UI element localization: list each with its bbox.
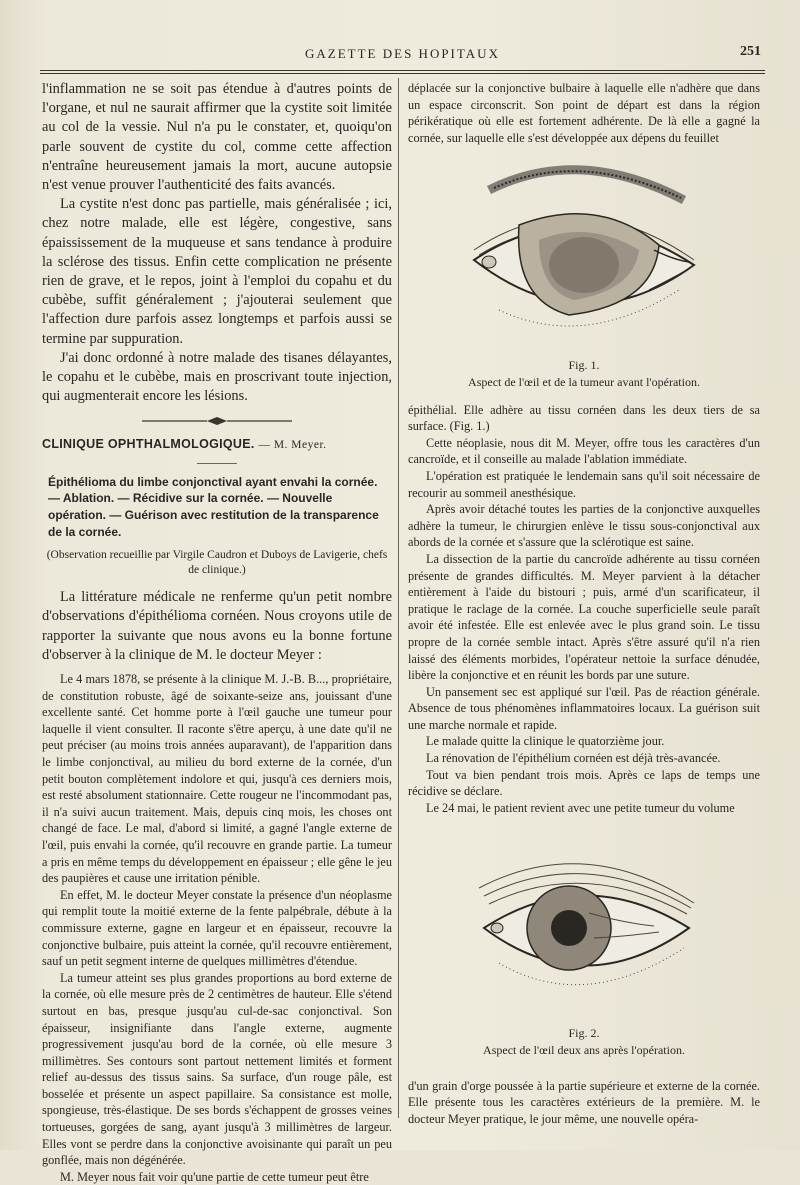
eye-tumor-illustration bbox=[459, 150, 709, 350]
section-author: — M. Meyer. bbox=[258, 439, 327, 452]
short-rule bbox=[197, 463, 237, 464]
eye-healed-illustration bbox=[459, 828, 709, 1018]
figure-2-label: Fig. 2. bbox=[568, 1025, 600, 1040]
paragraph: épithélial. Elle adhère au tissu cornéen dans les deux tiers de sa surface. (Fig. 1.) bbox=[408, 402, 760, 434]
paragraph: M. Meyer nous fait voir qu'une partie de cette tumeur peut être bbox=[60, 1169, 369, 1184]
paragraph: Un pansement sec est appliqué sur l'œil. Pas de réaction générale. Absence de tous phénomènes inflammatoires locaux. La guérison suit une marche normale et rapide. bbox=[408, 684, 760, 732]
paragraph: Cette néoplasie, nous dit M. Meyer, offre tous les caractères d'un cancroïde, et il conseille au malade l'ablation immédiate. bbox=[408, 435, 760, 467]
ornamental-rule bbox=[42, 414, 392, 428]
running-title: GAZETTE DES HOPITAUX bbox=[305, 46, 500, 61]
case-title: Épithélioma du limbe conjonctival ayant envahi la cornée. — Ablation. — Récidive sur la cornée. — Nouvelle opération. — Guérison avec restitution de la transparence de la cornée. bbox=[48, 474, 379, 539]
paragraph: Tout va bien pendant trois mois. Après ce laps de temps une récidive se déclare. bbox=[408, 767, 760, 799]
page-number: 251 bbox=[740, 44, 761, 59]
column-divider bbox=[398, 78, 399, 1118]
section-title: CLINIQUE OPHTHALMOLOGIQUE. bbox=[42, 437, 255, 452]
ornament-icon bbox=[137, 415, 297, 427]
paragraph: Après avoir détaché toutes les parties de la conjonctive auxquelles adhère la tumeur, le chirurgien enlève le tissu sous-conjonctival aux abords de la cornée et s'assure que la sclérotique est saine. bbox=[408, 502, 760, 550]
paragraph: Le 4 mars 1878, se présente à la clinique M. J.-B. B..., propriétaire, de constitution robuste, âgé de soixante-seize ans, jouissant d'une excellente santé. Cet homme porte à l'œil gauche une tumeur pour laquelle il vient consulter. Il raconte s'être aperçu, à une date qu'il ne peut préciser (au moins trois années auparavant), de l'apparition dans le limbe conjonctival, au milieu du bord externe de la cornée, d'un petit bouton complètement indolore et qui, jusqu'à ces derniers mois, est resté absolument stationnaire. Cette rougeur ne l'incommodant pas, il n'a suivi aucun traitement. Mais, depuis cinq mois, les choses ont changé de face. Le mal, d'abord si limité, a gagné l'angle externe de l'œil, puis envahi la cornée, qu'il recouvre en grande partie. La tumeur a pris en même temps du développement en épaisseur ; elle gêne le jeu des paupières et cause une irritation pénible. bbox=[42, 672, 392, 886]
paragraph: J'ai donc ordonné à notre malade des tisanes délayantes, le copahu et le cubèbe, mais en proscrivant toute injection, qui augmenterait encore les lésions. bbox=[42, 349, 392, 405]
figure-1-caption: Aspect de l'œil et de la tumeur avant l'opération. bbox=[468, 375, 700, 390]
paragraph: Le 24 mai, le patient revient avec une petite tumeur du volume bbox=[426, 800, 735, 815]
paragraph: La cystite n'est donc pas partielle, mais généralisée ; ici, chez notre malade, elle est légère, congestive, sans épaississement de la muqueuse et sans tendance à produire la sclérose des tissus. Enfin cette complication ne présente rien de grave, et le repos, joint à l'emploi du copahu et du cubèbe, suffit généralement ; j'ajouterai seulement que l'affection dure parfois assez longtemps et parfois aussi se termine par suppuration. bbox=[42, 196, 392, 347]
paragraph: L'opération est pratiquée le lendemain sans qu'il soit nécessaire de recourir au sommeil anesthésique. bbox=[408, 468, 760, 500]
observation-note: (Observation recueillie par Virgile Caudron et Duboys de Lavigerie, chefs de clinique.) bbox=[46, 549, 388, 577]
paragraph: La dissection de la partie du cancroïde adhérente au tissu cornéen présente de grandes difficultés. M. Meyer parvient à la détacher entièrement à l'aide du bistouri ; puis, armé d'un scarificateur, il pratique le raclage de la cornée. La couche superficielle seule paraît avoir été infestée. Elle est enlevée avec le plus grand soin. Le tissu propre de la cornée semble intact. Après s'être assuré qu'il n'a rien laissé des éléments morbides, l'opérateur nettoie la surface dénudée, libère la conjonctive et en réunit les bords par une suture. bbox=[408, 551, 760, 683]
paragraph: La tumeur atteint ses plus grandes proportions au bord externe de la cornée, où elle mesure près de 2 centimètres de hauteur. Elle s'étend surtout en bas, presque jusqu'au cul-de-sac conjonctival. Son épaisseur, insignifiante dans l'angle externe, augmente progressivement jusqu'au bord de la cornée, où elle mesure 3 millimètres. Ses contours sont partout nettement limités et forment relief au-dessus des tissus sains. Sa surface, d'un rouge pâle, est bosselée et présente un aspect papillaire. Sa consistance est molle, spongieuse, très-élastique. De ses bords s'échappent de grosses veines tortueuses, gorgées de sang, ayant jusqu'à 3 millimètres de largeur. Elles vont se perdre dans la conjonctive avoisinante qui paraît un peu gonflée, mais non dégénérée. bbox=[42, 970, 392, 1168]
figure-2-caption: Aspect de l'œil deux ans après l'opération. bbox=[483, 1043, 685, 1058]
paragraph: Le malade quitte la clinique le quatorzième jour. bbox=[426, 734, 665, 749]
paragraph: déplacée sur la conjonctive bulbaire à laquelle elle n'adhère que dans un espace circonscrit. Son point de départ est dans la région périkératique où elle est fortement adhérente. De là elle a gagné la cornée, sur laquelle elle s'est développée aux dépens du feuillet bbox=[408, 81, 760, 145]
paragraph: l'inflammation ne se soit pas étendue à d'autres points de l'organe, et nul ne saurait affirmer que la cystite soit limitée au col de la vessie. Nul n'a pu le constater, et, quoiqu'on parle souvent de cystite du col, comme cette affection n'entraîne heureusement jamais la mort, aucune autopsie n'est venue prouver l'authenticité des faits avancés. bbox=[42, 81, 392, 194]
paragraph: En effet, M. le docteur Meyer constate la présence d'un néoplasme qui remplit toute la moitié externe de la fente palpébrale, débute à la commissure externe, gagne en largeur et en épaisseur, recouvre la conjonctive bulbaire, puis atteint la cornée, qu'il recouvre entièrement, sauf un petit segment interne de quelques millimètres d'étendue. bbox=[42, 887, 392, 969]
paragraph: La rénovation de l'épithélium cornéen est déjà très-avancée. bbox=[426, 751, 721, 766]
paragraph: La littérature médicale ne renferme qu'un petit nombre d'observations d'épithélioma cornéen. Nous croyons utile de rapporter la suivante que nous avons eu la bonne fortune d'observer à la clinique de M. le docteur Meyer : bbox=[42, 589, 392, 663]
figure-1 bbox=[408, 150, 760, 391]
figure-2 bbox=[408, 828, 760, 1059]
header-rule bbox=[40, 70, 765, 74]
figure-1-label: Fig. 1. bbox=[568, 357, 600, 372]
paragraph: d'un grain d'orge poussée à la partie supérieure et externe de la cornée. Elle présente tous les caractères extérieurs de la première. M. le docteur Meyer pratique, le jour même, une nouvelle opéra- bbox=[408, 1078, 760, 1126]
left-column bbox=[42, 80, 392, 1185]
page-header bbox=[40, 44, 765, 66]
section-heading bbox=[42, 436, 392, 454]
right-column bbox=[408, 80, 760, 1127]
